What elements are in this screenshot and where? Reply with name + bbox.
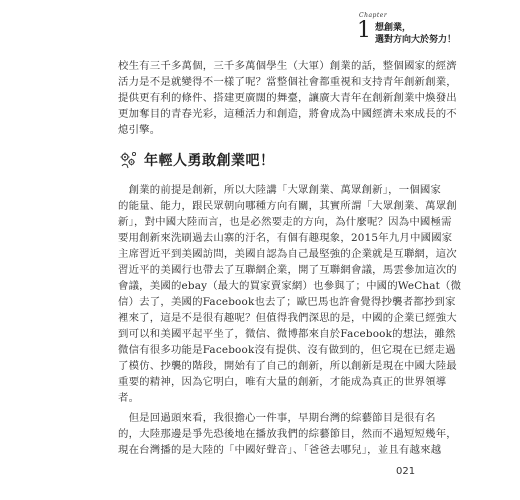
text-line: 新」，對中國大陸而言，也是必然要走的方向，為什麼呢？因為中國極需 bbox=[118, 216, 452, 228]
text-line: 信）去了，美國的Facebook也去了；歐巴馬也許會覺得抄襲者都抄到家 bbox=[118, 296, 456, 308]
text-line: 現在台灣播的是大陸的「中國好聲音」、「爸爸去哪兒」，並且有越來越 bbox=[118, 444, 442, 456]
text-line: 會議，美國的ebay（最大的買家賣家網）也參與了；中國的WeChat（微 bbox=[118, 280, 462, 292]
text-line: 到可以和美國平起平坐了，微信、微博都來自於Facebook的想法，雖然 bbox=[118, 328, 456, 340]
section-heading-text: 年輕人勇敢創業吧！ bbox=[144, 153, 275, 169]
text-line: 熄引擎。 bbox=[118, 124, 161, 136]
text-line: 提供更有利的條件、搭建更廣闊的舞臺，讓廣大青年在創新創業中煥發出 bbox=[118, 92, 457, 104]
text-line: 者。 bbox=[118, 392, 140, 404]
text-line: 裡來了，這是不是很有趣呢？但值得我們深思的是，中國的企業已經強大 bbox=[118, 312, 457, 324]
chapter-number: 1 bbox=[356, 18, 371, 43]
text-line: 主席習近平到美國訪問，美國自認為自己最堅強的企業就是互聯網，這次 bbox=[118, 248, 457, 260]
text-line: 更加奪目的青春光彩，這種活力和創造，將會成為中國經濟未來成長的不 bbox=[118, 108, 457, 120]
text-line: 的，大陸那邊是爭先恐後地在播放我們的綜藝節目，然而不過短短幾年， bbox=[118, 428, 457, 440]
chapter-header bbox=[357, 14, 456, 46]
text-line: 的能量、能力，跟民眾朝向哪種方向有關，其實所謂「大眾創業、萬眾創 bbox=[118, 200, 457, 212]
paragraph-intro bbox=[118, 58, 457, 138]
text-line: 了模仿、抄襲的階段，開始有了自己的創新，所以創新是現在中國大陸最 bbox=[118, 360, 457, 372]
chapter-title bbox=[375, 22, 456, 46]
brain-gears-icon bbox=[118, 150, 138, 170]
chapter-title-line-2: 選對方向大於努力！ bbox=[374, 35, 456, 45]
text-line: 習近平的美國行也帶去了互聯網企業，開了互聯網會議，馬雲參加這次的 bbox=[118, 264, 457, 276]
chapter-title-line-1: 想創業， bbox=[374, 23, 411, 33]
text-line: 重要的精神，因為它明白，唯有大量的創新，才能成為真正的世界領導 bbox=[118, 376, 447, 388]
paragraph-innovation bbox=[118, 182, 462, 406]
text-line: 活力是不是就變得不一樣了呢？當整個社會都重視和支持青年創新創業， bbox=[118, 76, 457, 88]
page-number: 021 bbox=[396, 466, 416, 477]
text-line: 校生有三千多萬個，三千多萬個學生（大軍）創業的話，整個國家的經濟 bbox=[118, 60, 457, 72]
text-line: 但是回過頭來看，我很擔心一件事，早期台灣的綜藝節目是很有名 bbox=[118, 412, 436, 424]
text-line: 微信有很多功能是Facebook沒有提供、沒有做到的，但它現在已經走過 bbox=[118, 344, 456, 356]
chapter-label: Chapter bbox=[358, 12, 388, 19]
paragraph-variety-shows bbox=[118, 410, 457, 458]
text-line: 創業的前提是創新，所以大陸講「大眾創業、萬眾創新」，一個國家 bbox=[118, 184, 442, 196]
text-line: 要用創新來洗刷過去山寨的汙名，有個有趣現象，2015年九月中國國家 bbox=[118, 232, 453, 244]
section-heading bbox=[118, 150, 275, 170]
